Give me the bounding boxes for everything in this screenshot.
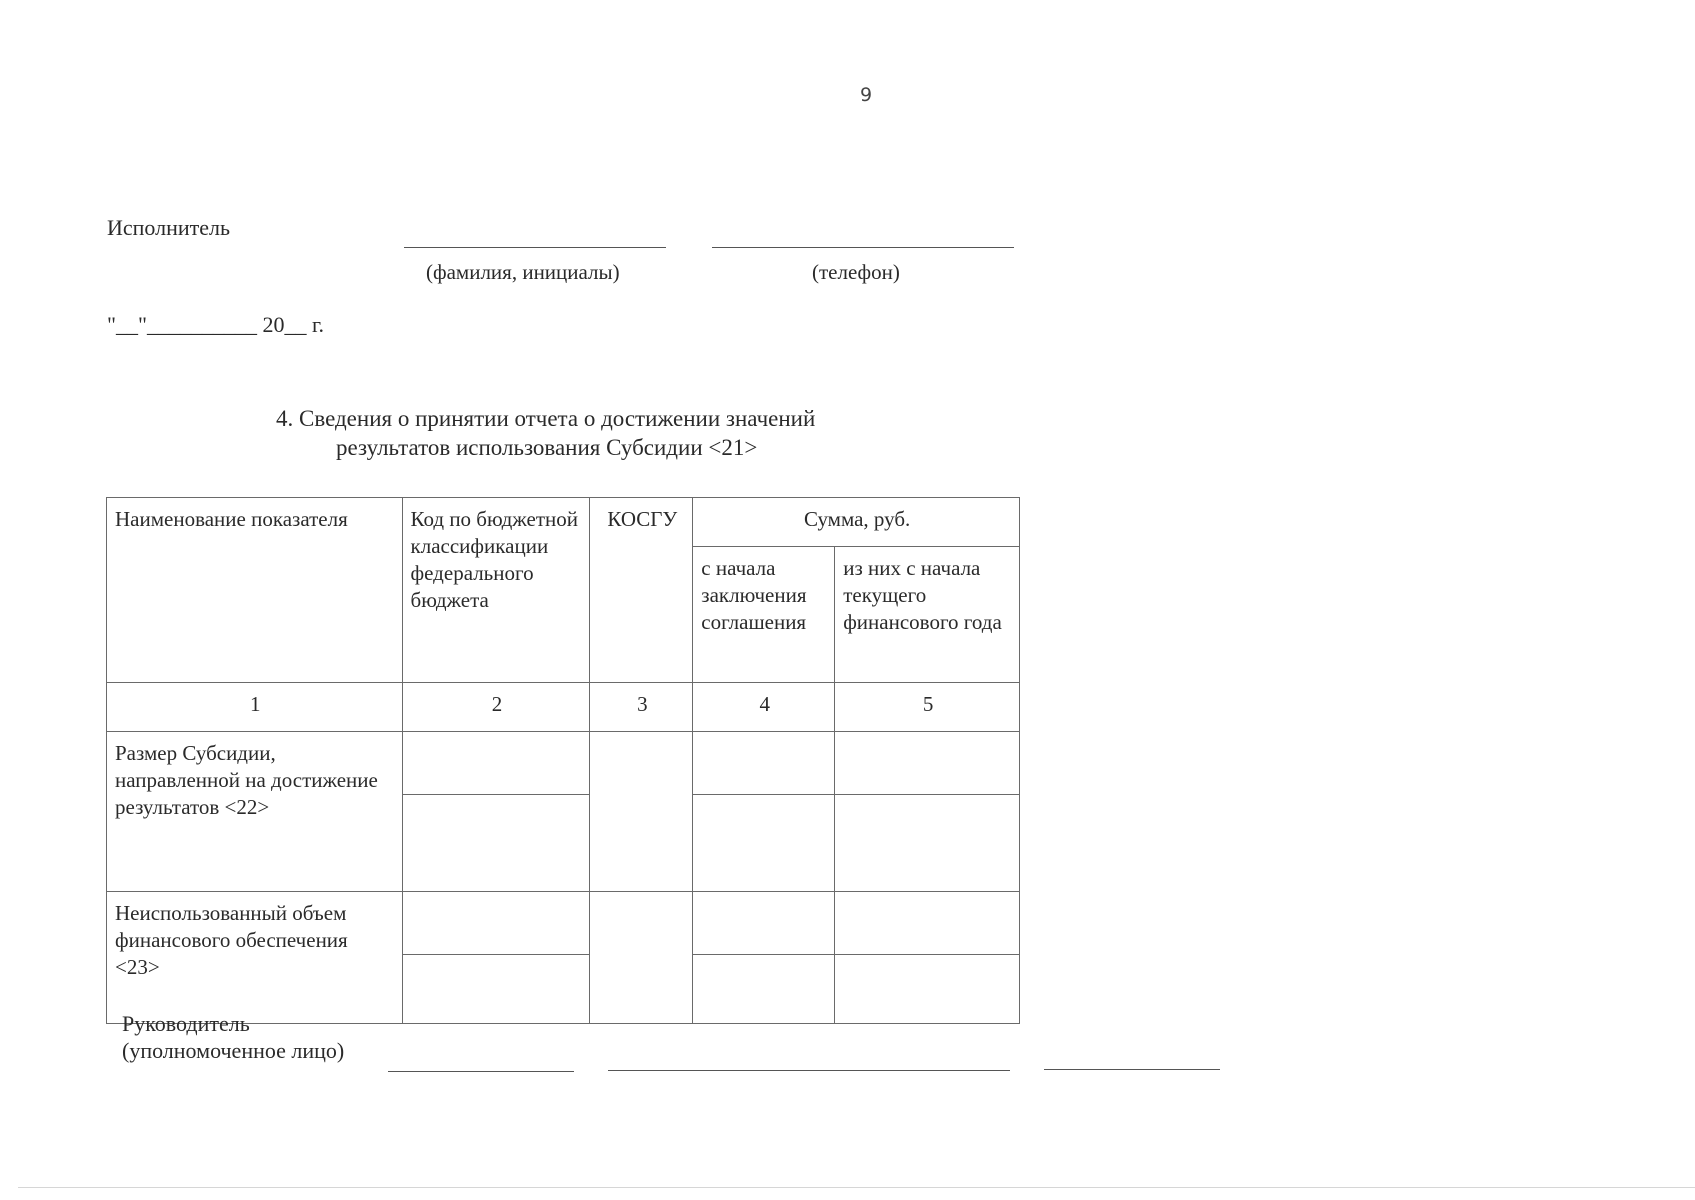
executor-phone-line: [712, 247, 1014, 248]
row-unused-budget-code-cell-2: [402, 955, 590, 1024]
executor-label: Исполнитель: [107, 215, 231, 240]
signature-label-line1: Руководитель: [122, 1011, 250, 1036]
row-subsidy-from-start-cell-2: [693, 795, 835, 892]
section-title-line1: 4. Сведения о принятии отчета о достижении значений: [276, 406, 816, 431]
signature-line-position: [388, 1071, 574, 1072]
row-unused-name: Неиспользованный объем финансового обеспечения <23>: [107, 892, 403, 1024]
header-current-year: из них с начала текущего финансового года: [835, 547, 1020, 683]
header-indicator: Наименование показателя: [107, 498, 403, 683]
row-subsidy-current-year-cell-2: [835, 795, 1020, 892]
signature-line-name: [1044, 1069, 1220, 1070]
row-subsidy-current-year-cell-1: [835, 732, 1020, 795]
header-budget-code: Код по бюджетной классификации федерального бюджета: [402, 498, 590, 683]
column-number-1: 1: [107, 683, 403, 732]
report-table: [106, 497, 1020, 1024]
executor-name-caption: (фамилия, инициалы): [426, 260, 620, 284]
row-subsidy-name: Размер Субсидии, направленной на достижение результатов <22>: [107, 732, 403, 892]
executor-phone-caption: (телефон): [812, 260, 900, 284]
row-subsidy-kosgu-cell: [590, 732, 693, 892]
header-kosgu: КОСГУ: [590, 498, 693, 683]
date-line: "__"__________ 20__ г.: [107, 312, 325, 337]
row-subsidy-budget-code-cell-1: [402, 732, 590, 795]
signature-line-signature: [608, 1070, 1010, 1071]
row-unused-current-year-cell-1: [835, 892, 1020, 955]
column-number-4: 4: [693, 683, 835, 732]
column-number-5: 5: [835, 683, 1020, 732]
page-bottom-rule: [18, 1187, 1695, 1188]
row-unused-from-start-cell-2: [693, 955, 835, 1024]
section-title-line2: результатов использования Субсидии <21>: [336, 435, 758, 460]
row-unused-from-start-cell-1: [693, 892, 835, 955]
row-unused-current-year-cell-2: [835, 955, 1020, 1024]
row-subsidy-from-start-cell-1: [693, 732, 835, 795]
header-sum: Сумма, руб.: [693, 498, 1020, 547]
row-unused-budget-code-cell-1: [402, 892, 590, 955]
executor-name-line: [404, 247, 666, 248]
signature-label-line2: (уполномоченное лицо): [122, 1038, 345, 1063]
column-number-3: 3: [590, 683, 693, 732]
row-unused-kosgu-cell: [590, 892, 693, 1024]
row-subsidy-budget-code-cell-2: [402, 795, 590, 892]
column-number-2: 2: [402, 683, 590, 732]
header-from-start: с начала заключения соглашения: [693, 547, 835, 683]
page-number: 9: [860, 84, 873, 106]
